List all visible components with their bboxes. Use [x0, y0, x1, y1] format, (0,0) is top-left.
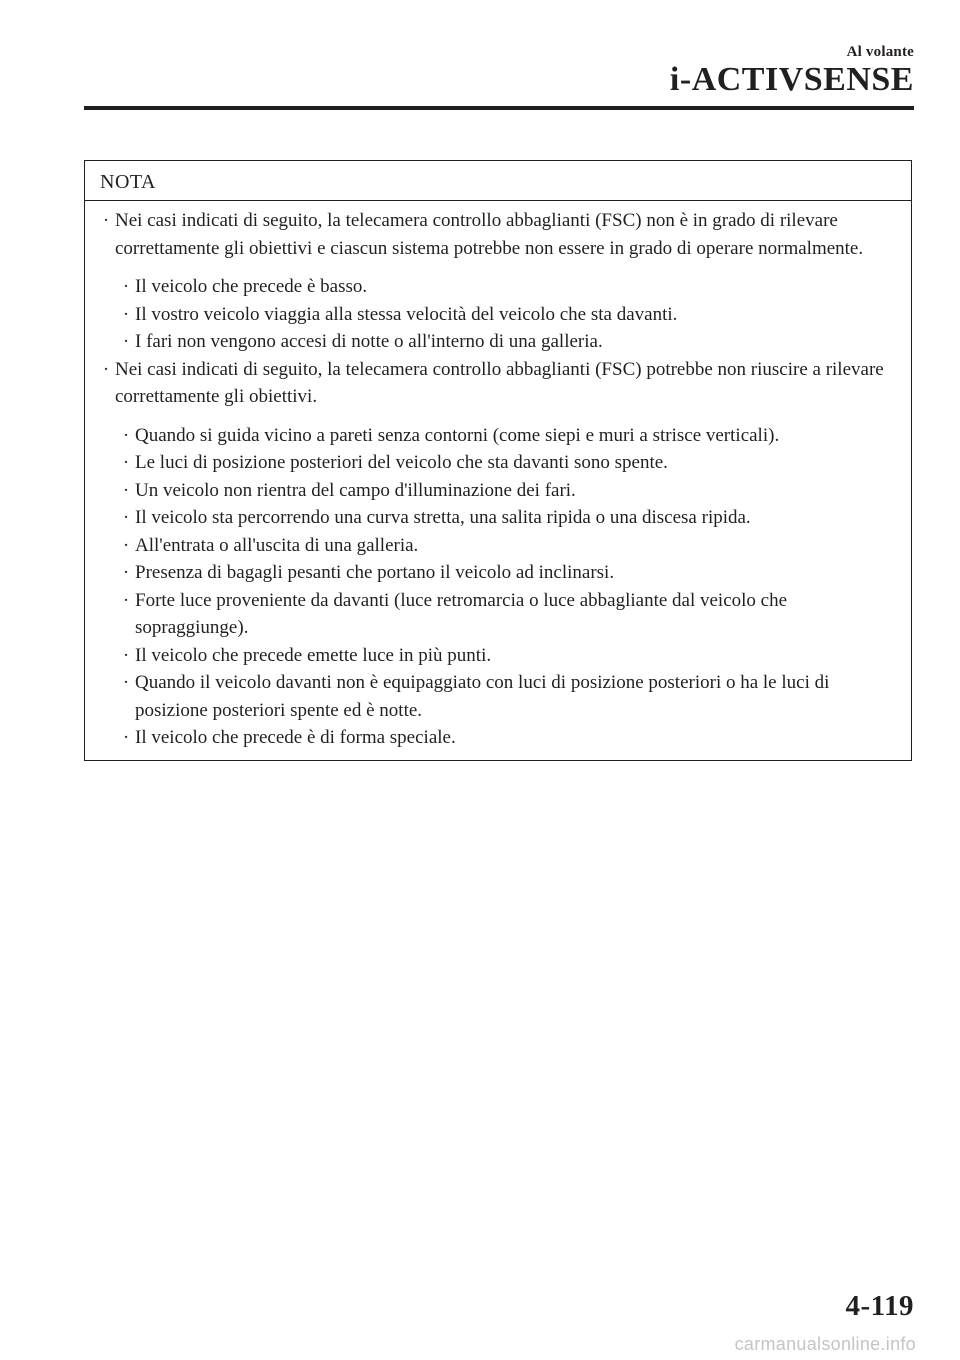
note-item-text: Il veicolo che precede è di forma speciale.	[135, 727, 456, 748]
bullet-dot-icon: ·	[122, 562, 130, 583]
note-title: NOTA	[85, 161, 911, 201]
note-subbullet-item	[85, 477, 901, 505]
bullet-dot-icon: ·	[122, 589, 130, 611]
bullet-dot-icon: ·	[122, 303, 130, 325]
bullet-dot-icon: ·	[122, 672, 130, 693]
note-subbullet-item	[85, 449, 901, 477]
note-subbullet-item	[85, 587, 901, 642]
note-item-text: All'entrata o all'uscita di una galleria.	[135, 534, 419, 556]
note-subbullet-item	[85, 422, 901, 450]
chapter-title: i-ACTIVSENSE	[669, 61, 914, 98]
note-item-text: Forte luce proveniente da davanti (luce retromarcia o luce abbagliante dal veicolo che sopraggiunge).	[135, 589, 788, 638]
bullet-dot-icon: ·	[122, 276, 130, 297]
note-item-text: Nei casi indicati di seguito, la telecamera controllo abbaglianti (FSC) potrebbe non riuscire a rilevare correttamente gli obiettivi.	[115, 358, 884, 407]
note-subbullet-item	[85, 532, 901, 560]
note-item-text: Il veicolo sta percorrendo una curva stretta, una salita ripida o una discesa ripida.	[135, 507, 751, 528]
page-number: 4-119	[845, 1290, 914, 1322]
note-subbullet-item	[85, 724, 901, 752]
bullet-dot-icon: ·	[122, 331, 130, 352]
note-subbullet-item	[85, 273, 901, 301]
bullet-dot-icon: ·	[122, 727, 130, 748]
note-item-text: Il vostro veicolo viaggia alla stessa velocità del veicolo che sta davanti.	[135, 303, 678, 325]
bullet-dot-icon: ·	[122, 424, 130, 446]
note-bullet-item	[85, 207, 901, 262]
bullet-dot-icon: ·	[122, 644, 130, 666]
section-label: Al volante	[846, 44, 914, 60]
note-subbullet-item	[85, 504, 901, 532]
note-subbullet-item	[85, 669, 901, 724]
bullet-dot-icon: ·	[122, 507, 130, 528]
note-item-text: I fari non vengono accesi di notte o all'interno di una galleria.	[135, 331, 603, 352]
note-subbullet-item	[85, 328, 901, 356]
note-item-text: Presenza di bagagli pesanti che portano il veicolo ad inclinarsi.	[135, 562, 615, 583]
note-subbullet-item	[85, 301, 901, 329]
note-item-text: Un veicolo non rientra del campo d'illuminazione dei fari.	[135, 479, 576, 501]
bullet-dot-icon: ·	[122, 479, 130, 501]
bullet-dot-icon: ·	[122, 534, 130, 556]
note-item-text: Nei casi indicati di seguito, la telecamera controllo abbaglianti (FSC) non è in grado di rilevare correttamente gli obiettivi e ciascun sistema potrebbe non essere in grado di operare normalmente.	[115, 210, 864, 259]
note-item-text: Il veicolo che precede è basso.	[135, 276, 368, 297]
note-box	[84, 160, 912, 761]
bullet-dot-icon: ·	[102, 358, 110, 380]
bullet-dot-icon: ·	[102, 210, 110, 231]
watermark-text: carmanualsonline.info	[734, 1334, 916, 1354]
note-item-text: Quando il veicolo davanti non è equipaggiato con luci di posizione posteriori o ha le luci di posizione posteriori spente ed è notte.	[135, 672, 830, 721]
note-item-text: Il veicolo che precede emette luce in più punti.	[135, 644, 492, 666]
note-body	[85, 201, 911, 760]
note-item-text: Le luci di posizione posteriori del veicolo che sta davanti sono spente.	[135, 452, 668, 473]
note-bullet-item	[85, 356, 901, 411]
note-item-text: Quando si guida vicino a pareti senza contorni (come siepi e muri a strisce verticali).	[135, 424, 780, 446]
page-header	[84, 0, 914, 112]
bullet-dot-icon: ·	[122, 452, 130, 473]
note-subbullet-item	[85, 559, 901, 587]
note-subbullet-item	[85, 642, 901, 670]
header-rule	[84, 106, 914, 110]
